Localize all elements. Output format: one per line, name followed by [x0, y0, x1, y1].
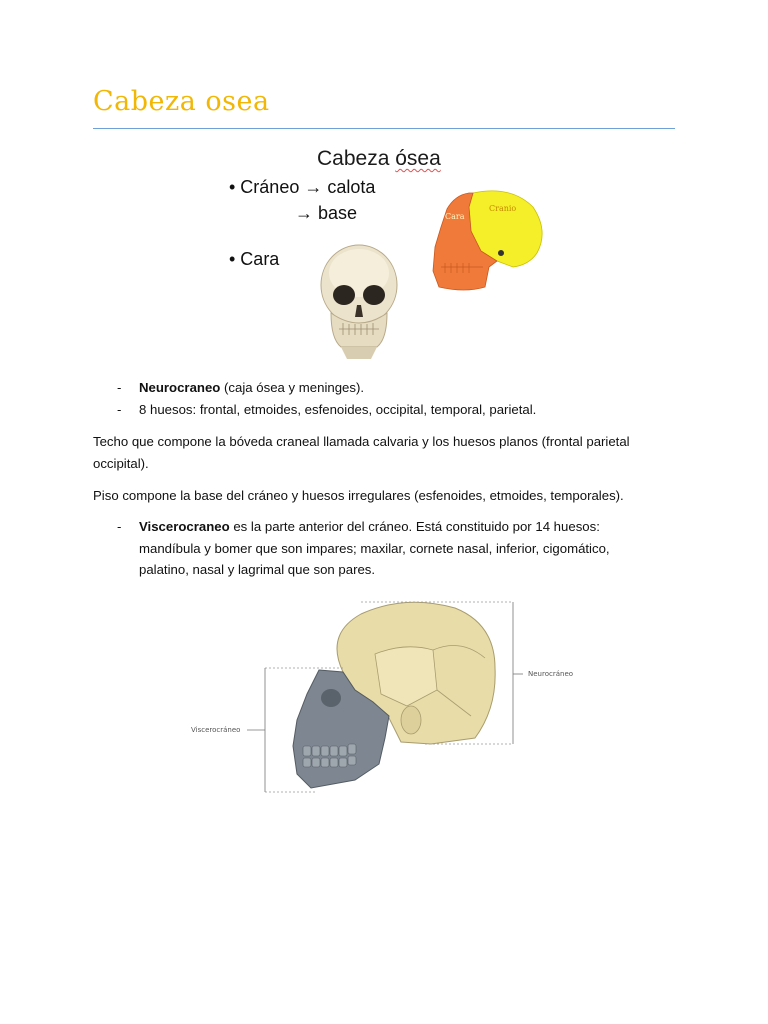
label-neurocraneo: Neurocráneo [528, 670, 574, 678]
list-item-text: 8 huesos: frontal, etmoides, esfenoides, occipital, temporal, parietal. [139, 402, 537, 417]
figure-line-cara: • Cara [229, 249, 280, 269]
term-neurocraneo: Neurocraneo [139, 380, 221, 395]
figure-title: Cabeza ósea [317, 147, 441, 170]
label-cranio: Cranio [489, 204, 517, 213]
list-item-text: (caja ósea y meninges). [220, 380, 365, 395]
label-viscerocraneo: Viscerocráneo [191, 726, 241, 734]
paragraph-line: palatino, nasal y lagrimal que son pares. [139, 562, 376, 577]
page-title: Cabeza osea [93, 86, 270, 117]
figure-line-base: → base [295, 203, 358, 223]
paragraph-line: occipital). [93, 455, 149, 471]
list-dash: - [117, 380, 122, 395]
list-dash: - [117, 519, 122, 534]
paragraph-piso [93, 485, 673, 507]
term-viscerocraneo: Viscerocraneo [139, 519, 230, 534]
figure-neuro-visceral-skull [185, 598, 585, 796]
colored-lateral-skull-image [425, 187, 547, 293]
paragraph-techo [93, 431, 673, 474]
figure-cabeza-osea [225, 143, 545, 361]
title-underline [93, 128, 675, 129]
list-dash: - [117, 402, 122, 417]
paragraph-line: es la parte anterior del cráneo. Está constituido por 14 huesos: [229, 519, 600, 534]
paragraph-line: Piso compone la base del cráneo y huesos irregulares (esfenoides, etmoides, temporales). [93, 488, 624, 503]
front-skull-image [317, 243, 407, 361]
figure-line-craneo: • Cráneo → calota [229, 177, 376, 197]
label-cara: Cara [445, 212, 465, 221]
paragraph-line: mandíbula y bomer que son impares; maxilar, cornete nasal, inferior, cigomático, [139, 540, 610, 556]
paragraph-line: Techo que compone la bóveda craneal llamada calvaria y los huesos planos (frontal parietal [93, 434, 630, 449]
